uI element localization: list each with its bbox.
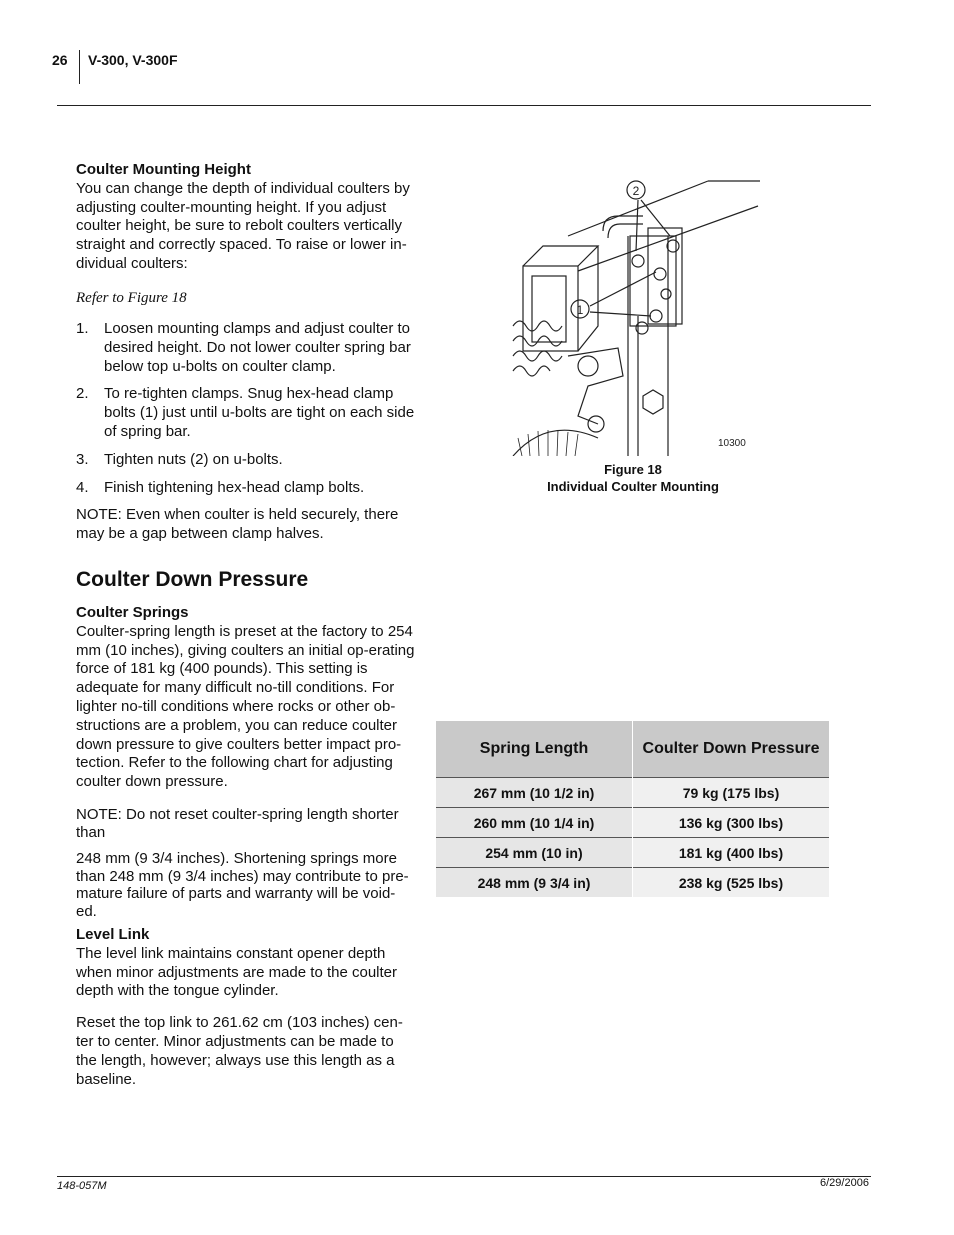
step-item [76,451,416,470]
table-cell: 238 kg (525 lbs) [633,868,830,898]
figure-line [578,246,598,351]
table-row [436,808,829,838]
mounting-heading: Coulter Mounting Height [76,161,251,178]
springs-text: Coulter-spring length is preset at the factory to 254 mm (10 inches), giving coulters an initial op-erating force of 181 kg (400 pounds). This setting is adequate for many difficult no-till conditions. For lighter no-till conditions where rocks or other ob-structions are a problem, you can reduce coulter down pressure to give coulters better impact pro-tection. Refer to the following chart for adjusting coulter down pressure. [76,622,415,791]
step-text: Finish tightening hex-head clamp bolts. [104,478,365,496]
spring-pressure-table [436,721,829,897]
figure-image-number: 10300 [718,438,746,449]
bolt-head [654,268,666,280]
level-link-heading: Level Link [76,926,150,943]
nut [632,255,644,267]
header-spring-length: Spring Length [436,721,633,778]
mounting-steps [76,320,416,544]
callout-1-leader [590,272,656,316]
hex-bolt [643,390,663,414]
table-row [436,838,829,868]
level-link-section [76,926,416,1089]
mounting-intro: You can change the depth of individual coulters by adjusting coulter-mounting height. If you adjust coulter height, be sure to rebolt coulters vertically straight and correctly spaced. To raise or lower in-dividual coulters: [76,179,410,272]
level-link-text: The level link maintains constant opener depth when minor adjustments are made to the coulter depth with the tongue cylinder. [76,944,397,1000]
step-item [76,385,416,441]
figure-line [523,246,598,266]
header-divider [79,50,80,84]
spring-coil [513,321,562,331]
step-item [76,479,416,498]
figure-caption-number: Figure 18 [604,462,662,477]
step-text: To re-tighten clamps. Snug hex-head clamp bolts (1) just until u-bolts are tight on each side of spring bar. [104,385,415,440]
header-model: V-300, V-300F [88,52,178,68]
table-cell: 267 mm (10 1/2 in) [436,778,633,808]
step-text: Tighten nuts (2) on u-bolts. [104,450,283,468]
table-header-row [436,721,829,778]
table-row [436,778,829,808]
spring-note-2: 248 mm (9 3/4 inches). Shortening springs more than 248 mm (9 3/4 inches) may contribute to pre-mature failure of parts and warranty will be void-ed. [76,850,409,920]
step-item [76,320,416,376]
spring-note [76,806,416,920]
header-down-pressure: Coulter Down Pressure [633,721,830,778]
nut [661,289,671,299]
springs-heading: Coulter Springs [76,604,189,621]
square-tube [523,266,578,351]
bolt-head [650,310,662,322]
table-cell: 260 mm (10 1/4 in) [436,808,633,838]
table-cell: 248 mm (9 3/4 in) [436,868,633,898]
nut [667,240,679,252]
mounting-note: NOTE: Even when coulter is held securely, there may be a gap between clamp halves. [76,506,399,543]
footer-doc-number: 148-057M [57,1180,107,1192]
step-number: 2. [76,385,89,403]
table-cell: 79 kg (175 lbs) [633,778,830,808]
springs-section [76,604,416,792]
figure-caption [508,461,758,495]
step-number: 1. [76,320,89,337]
coulter-mounting-figure [508,176,768,456]
spring-note-1: NOTE: Do not reset coulter-spring length shorter than [76,806,399,841]
callout-2-label: 2 [632,184,640,198]
section-heading: Coulter Down Pressure [76,568,309,591]
pivot [588,416,604,432]
table-row [436,868,829,898]
reset-text: Reset the top link to 261.62 cm (103 inches) cen-ter to center. Minor adjustments can be made to the length, however; always use this length as a baseline. [76,1014,403,1088]
tube-face [532,276,566,342]
table-cell: 136 kg (300 lbs) [633,808,830,838]
footer-date: 6/29/2006 [820,1177,869,1189]
table-cell: 181 kg (400 lbs) [633,838,830,868]
step-text: Loosen mounting clamps and adjust coulter to desired height. Do not lower coulter spring bar below top u-bolts on coulter clamp. [104,320,411,375]
page-number: 26 [52,52,68,68]
mounting-section [76,161,416,274]
footer-rule [57,1176,871,1177]
callout-1-label: 1 [576,303,584,317]
figure-reference: Refer to Figure 18 [76,290,187,306]
table-cell: 254 mm (10 in) [436,838,633,868]
step-number: 4. [76,478,89,496]
pivot [578,356,598,376]
spring-coil [513,351,562,361]
step-number: 3. [76,450,89,468]
spring-coil [513,366,550,376]
spring-coil [513,336,562,346]
figure-caption-title: Individual Coulter Mounting [547,479,719,494]
clamp-plate [648,228,682,324]
coulter-disk [513,430,598,456]
header-rule [57,105,871,106]
